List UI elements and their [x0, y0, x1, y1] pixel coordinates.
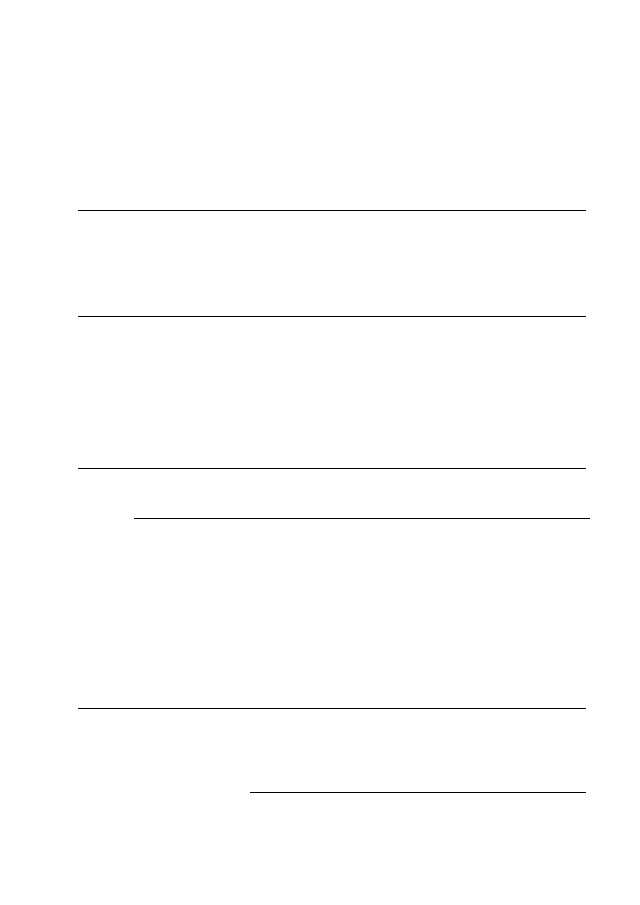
item-1-blank	[78, 210, 586, 211]
item-4-blank	[134, 518, 590, 519]
item-2-blank	[78, 316, 586, 317]
control-sends-blank	[250, 792, 586, 793]
item-3-blank	[78, 468, 586, 469]
control-blank	[78, 708, 586, 709]
